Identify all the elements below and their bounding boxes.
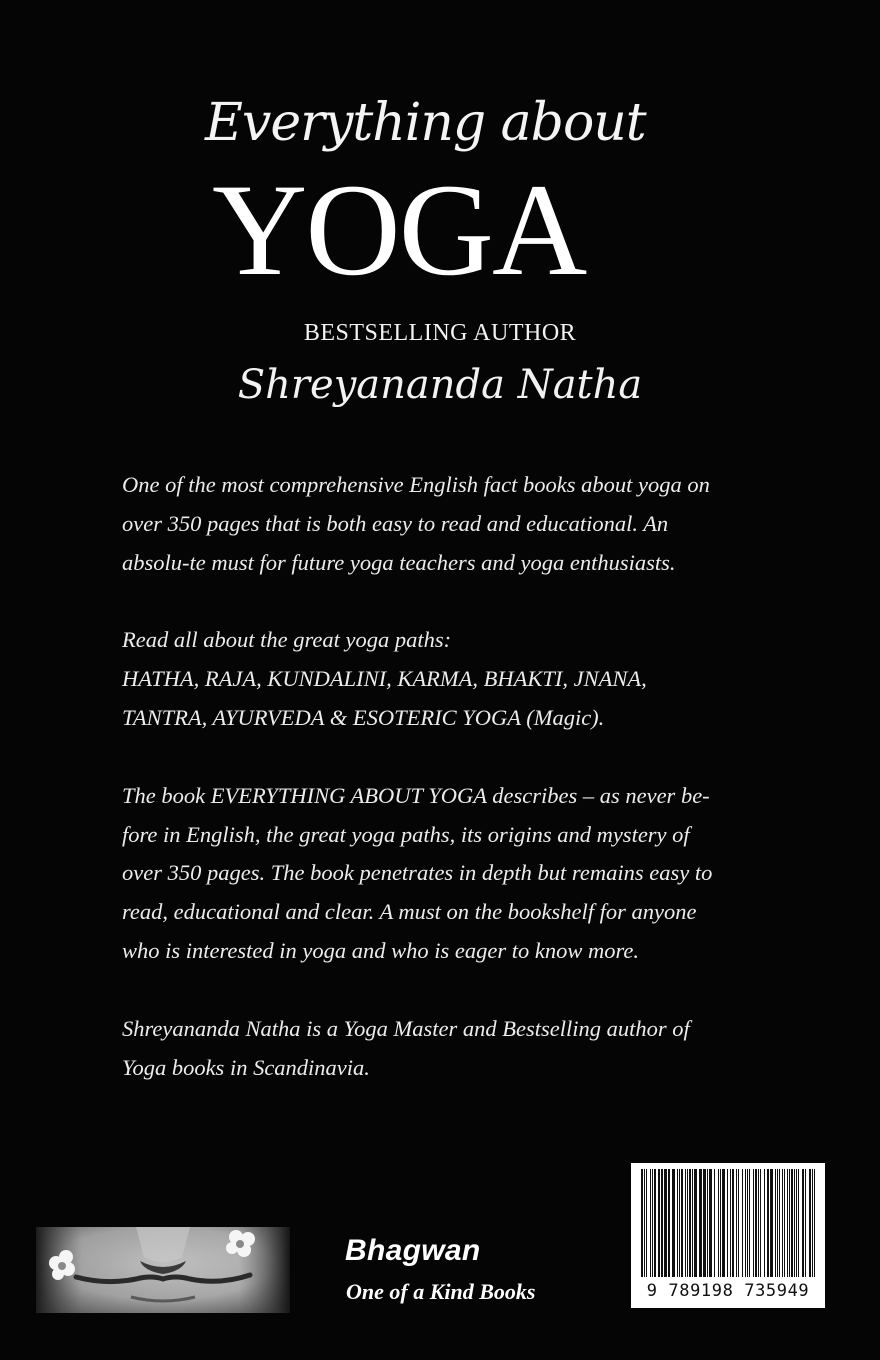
book-description [122,466,732,1126]
barcode-bar [787,1169,788,1277]
barcode-bar [770,1169,773,1277]
barcode-bar [677,1169,678,1277]
barcode-bar [782,1169,783,1277]
barcode-bar [681,1169,683,1277]
description-paths-list: HATHA, RAJA, KUNDALINI, KARMA, BHAKTI, JNANA, TANTRA, AYURVEDA & ESOTERIC YOGA (Magic). [122,666,647,730]
barcode-bar [753,1169,754,1277]
barcode-bar [727,1169,728,1277]
author-bio: Shreyananda Natha is a Yoga Master and Bestselling author of Yoga books in Scandinavia. [122,1015,690,1080]
title-script: Everything about [205,93,646,153]
barcode-bar [692,1169,693,1277]
barcode-bar [658,1169,660,1277]
barcode-bar [760,1169,761,1277]
barcode-bar [664,1169,667,1277]
isbn-barcode [631,1163,825,1308]
barcode-bar [805,1169,806,1277]
barcode-bar [652,1169,653,1277]
barcode-bars [639,1169,817,1277]
barcode-bar [732,1169,734,1277]
barcode-bar [798,1169,799,1277]
barcode-bar [685,1169,686,1277]
barcode-bar [641,1169,643,1277]
barcode-bar [794,1169,795,1277]
isbn-digits: 9 789198 735949 [646,1281,810,1301]
title-main: YOGA [212,156,586,303]
barcode-bar [812,1169,813,1277]
author-face-photo [36,1227,290,1313]
barcode-bar [646,1169,647,1277]
barcode-bar [689,1169,691,1277]
barcode-bar [791,1169,793,1277]
barcode-bar [709,1169,712,1277]
barcode-bar [784,1169,785,1277]
author-label: BESTSELLING AUTHOR [303,320,577,346]
barcode-bar [714,1169,715,1277]
barcode-bar [777,1169,778,1277]
barcode-bar [679,1169,680,1277]
barcode-bar [767,1169,769,1277]
barcode-bar [749,1169,750,1277]
barcode-bar [672,1169,675,1277]
barcode-bar [736,1169,737,1277]
barcode-bar [668,1169,670,1277]
barcode-bar [661,1169,663,1277]
barcode-bar [814,1169,815,1277]
barcode-bar [775,1169,776,1277]
barcode-bar [738,1169,739,1277]
barcode-bar [745,1169,746,1277]
publisher-tagline: One of a Kind Books [346,1279,536,1304]
barcode-bar [694,1169,697,1277]
description-paragraph-2: The book EVERYTHING ABOUT YOGA describes – as never be-fore in English, the great yoga paths, its origins and mystery of over 350 pages. The book penetrates in depth but remains easy to read, educational and clear. A must on the bookshelf for anyone who is interested in yoga and who is eager to know more. [122,782,713,963]
barcode-bar [687,1169,688,1277]
barcode-bar [755,1169,757,1277]
barcode-bar [650,1169,651,1277]
barcode-bar [747,1169,748,1277]
barcode-bar [809,1169,811,1277]
barcode-bar [789,1169,790,1277]
barcode-bar [644,1169,645,1277]
barcode-bar [720,1169,721,1277]
publisher-logo-text: Bhagwan [345,1234,481,1267]
barcode-bar [758,1169,759,1277]
barcode-bar [796,1169,797,1277]
barcode-bar [802,1169,804,1277]
description-paths-intro: Read all about the great yoga paths: [122,627,452,653]
barcode-bar [703,1169,706,1277]
barcode-bar [742,1169,743,1277]
barcode-bar [730,1169,731,1277]
barcode-bar [779,1169,780,1277]
barcode-bar [718,1169,719,1277]
barcode-bar [764,1169,765,1277]
author-name: Shreyananda Natha [237,362,643,408]
barcode-bar [722,1169,725,1277]
barcode-bar [707,1169,708,1277]
face-with-flowers-image [36,1227,290,1313]
barcode-bar [654,1169,656,1277]
description-paragraph-1: One of the most comprehensive English fact books about yoga on over 350 pages that is both easy to read and educational. An absolu-te must for future yoga teachers and yoga enthusiasts. [122,472,710,575]
barcode-bar [699,1169,702,1277]
